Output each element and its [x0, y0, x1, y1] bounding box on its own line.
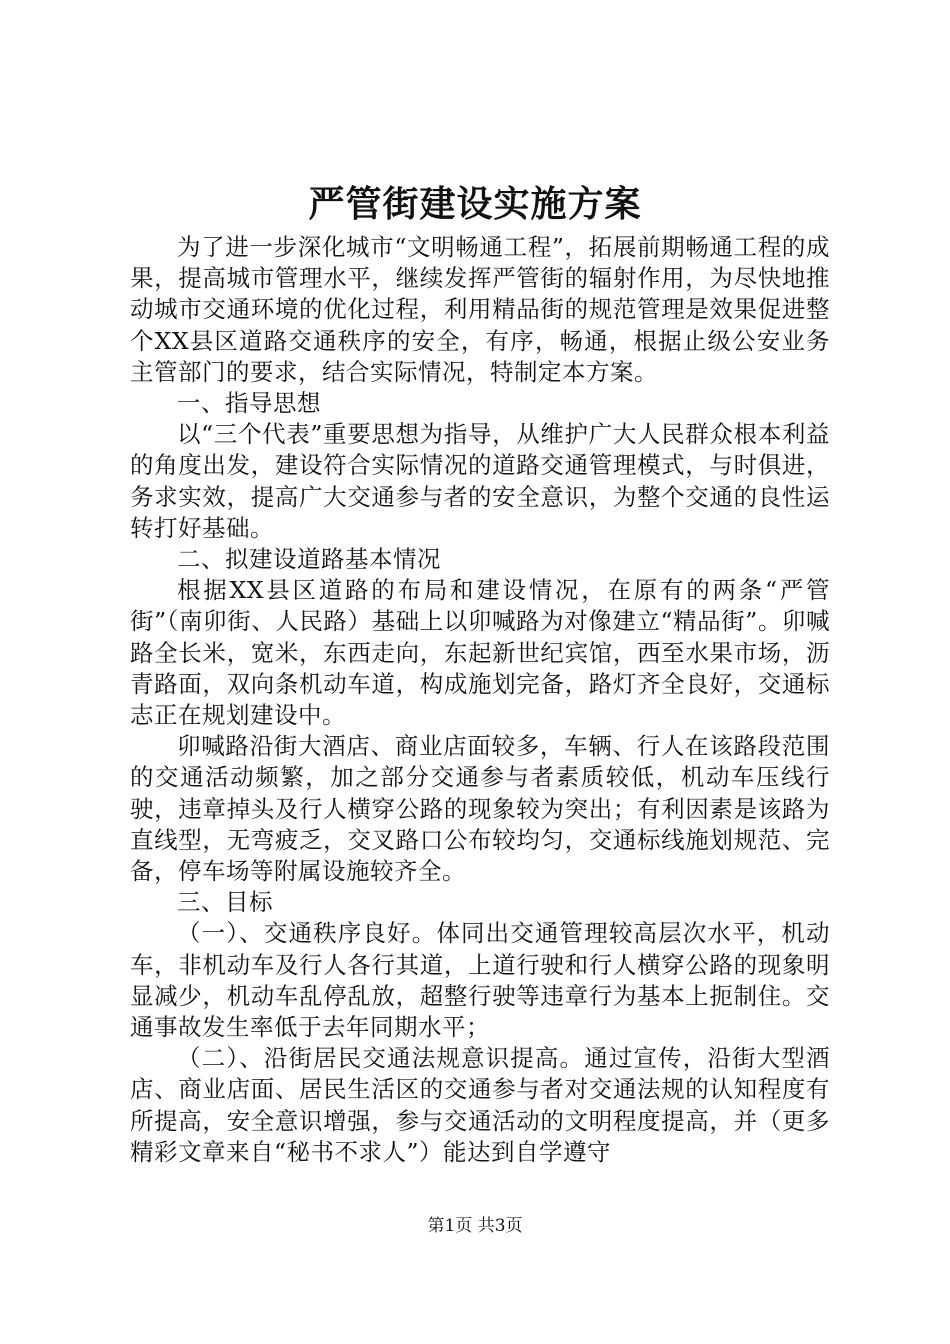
- paragraph-road-problems: 卯喊路沿街大酒店、商业店面较多，车辆、行人在该路段范围的交通活动频繁，加之部分交通参与者素质较低，机动车压线行驶，违章掉头及行人横穿公路的现象较为突出；有利因素是该路为直线型，无弯疲乏，交叉路口公布较均匀，交通标线施划规范、完备，停车场等附属设施较齐全。: [130, 732, 830, 886]
- paragraph-road-situation: 根据XX县区道路的布局和建设情况，在原有的两条“严管街”（南卯街、人民路）基础上以卯喊路为对像建立“精品街”。卯喊路全长米，宽米，东西走向，东起新世纪宾馆，西至水果市场，沥青路面，双向条机动车道，构成施划完备，路灯齐全良好，交通标志正在规划建设中。: [130, 576, 830, 730]
- paragraph-intro: 为了进一步深化城市“文明畅通工程”，拓展前期畅通工程的成果，提高城市管理水平，继续发挥严管街的辐射作用，为尽快地推动城市交通环境的优化过程，利用精品街的规范管理是效果促进整个XX县区道路交通秩序的安全，有序，畅通，根据止级公安业务主管部门的要求，结合实际情况，特制定本方案。: [130, 233, 830, 386]
- page-footer: 第1页 共3页: [427, 1216, 523, 1236]
- section-heading-road-situation: 二、拟建设道路基本情况: [177, 545, 441, 574]
- document-title: 严管街建设实施方案: [308, 183, 642, 225]
- paragraph-goal-two: （二）、沿街居民交通法规意识提高。通过宣传，沿街大型酒店、商业店面、居民生活区的交通参与者对交通法规的认知程度有所提高，安全意识增强，参与交通活动的文明程度提高，并（更多精彩文章来自“秘书不求人”）能达到自学遵守: [130, 1044, 830, 1166]
- section-heading-guiding-thought: 一、指导思想: [177, 389, 321, 418]
- paragraph-goal-one: （一）、交通秩序良好。体同出交通管理较高层次水平，机动车，非机动车及行人各行其道，上道行驶和行人横穿公路的现象明显减少，机动车乱停乱放，超整行驶等违章行为基本上扼制住。交通事故发生率低于去年同期水平；: [130, 919, 830, 1042]
- document-body: [130, 232, 830, 1168]
- paragraph-guiding-thought: 以“三个代表”重要思想为指导，从维护广大人民群众根本利益的角度出发，建设符合实际情况的道路交通管理模式，与时俱进，务求实效，提高广大交通参与者的安全意识，为整个交通的良性运转打好基础。: [130, 420, 830, 542]
- section-heading-goals: 三、目标: [177, 888, 273, 917]
